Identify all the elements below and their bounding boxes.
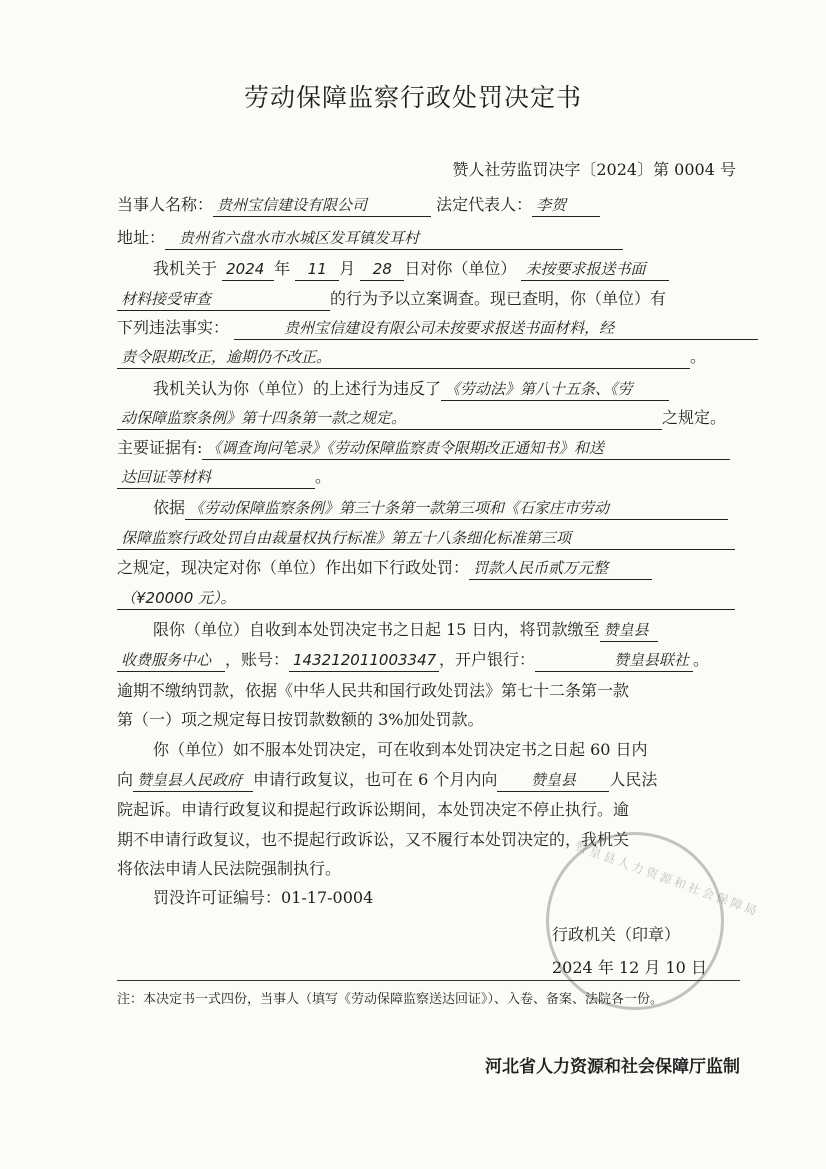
violation-facts: 贵州宝信建设有限公司未按要求报送书面材料，经 bbox=[234, 318, 758, 340]
evidence-line-1 bbox=[117, 438, 730, 460]
text: 日 bbox=[690, 958, 707, 977]
issuer-footer: 河北省人力资源和社会保障厅监制 bbox=[485, 1057, 740, 1077]
text: 。 bbox=[693, 650, 710, 669]
issuing-authority: 行政机关（印章） bbox=[552, 925, 681, 944]
party-name-label: 当事人名称： bbox=[117, 195, 214, 214]
law-line-1 bbox=[153, 379, 669, 401]
case-month: 11 bbox=[295, 259, 339, 281]
seal-text: 赞皇县人力资源和社会保障局 bbox=[573, 839, 762, 919]
evidence-list-cont: 达回证等材料 bbox=[117, 467, 315, 489]
violated-law-cont: 动保障监察条例》第十四条第一款之规定。 bbox=[117, 408, 662, 430]
case-date-line bbox=[153, 259, 669, 281]
footnote: 注：本决定书一式四份，当事人（填写《劳动保障监察送达回证》）、入卷、备案、法院各一份。 bbox=[117, 992, 664, 1007]
license-line bbox=[153, 888, 373, 908]
penalty-amount-cont: （¥20000 元）。 bbox=[117, 588, 735, 610]
text: 。 bbox=[690, 347, 707, 366]
appeal-line-4: 期不申请行政复议，也不提起行政诉讼，又不履行本处罚决定的，我机关 bbox=[117, 830, 630, 849]
legal-basis: 《劳动保障监察条例》第三十条第一款第三项和《石家庄市劳动 bbox=[185, 498, 728, 520]
court-county: 赞皇县 bbox=[497, 770, 609, 792]
case-day: 28 bbox=[360, 259, 404, 281]
text: 向 bbox=[117, 770, 134, 789]
text: 之规定，现决定对你（单位）作出如下行政处罚： bbox=[117, 558, 470, 577]
payment-place-cont: 收费服务中心 bbox=[117, 650, 225, 672]
document-title: 劳动保障监察行政处罚决定书 bbox=[243, 83, 582, 112]
license-number: 01-17-0004 bbox=[281, 888, 374, 907]
text: 之规定。 bbox=[662, 408, 727, 427]
address-value: 贵州省六盘水市水城区发耳镇发耳村 bbox=[165, 228, 623, 250]
text: 申请行政复议，也可在 6 个月内向 bbox=[253, 770, 498, 789]
text: 月 bbox=[339, 259, 356, 278]
text: 日对你（单位） bbox=[404, 259, 517, 278]
text: 年 bbox=[597, 958, 614, 977]
basis-line-1 bbox=[153, 498, 728, 520]
document-number: 赞人社劳监罚决字〔2024〕第 0004 号 bbox=[452, 160, 736, 179]
text: ，开户银行： bbox=[439, 650, 536, 669]
evidence-line-2 bbox=[117, 467, 331, 489]
text: ，账号： bbox=[225, 650, 290, 669]
text: 月 bbox=[644, 958, 661, 977]
issue-month: 12 bbox=[618, 958, 640, 977]
account-number: 143212011003347 bbox=[289, 650, 439, 672]
penalty-line-2 bbox=[117, 588, 735, 610]
payment-line-4: 第（一）项之规定每日按罚款数额的 3%加处罚款。 bbox=[117, 710, 484, 729]
text: 下列违法事实： bbox=[117, 318, 230, 337]
text: 年 bbox=[274, 259, 291, 278]
evidence-list: 《调查询问笔录》《劳动保障监察责令限期改正通知书》和送 bbox=[202, 438, 730, 460]
text: 限你（单位）自收到本处罚决定书之日起 15 日内，将罚款缴至 bbox=[153, 620, 600, 639]
evidence-label: 主要证据有: bbox=[117, 438, 203, 457]
text: 人民法 bbox=[609, 770, 658, 789]
text: 依据 bbox=[153, 498, 186, 517]
violation-facts-cont: 责令限期改正，逾期仍不改正。 bbox=[117, 347, 690, 369]
text: 我机关于 bbox=[153, 259, 218, 278]
violated-law: 《劳动法》第八十五条、《劳 bbox=[441, 379, 669, 401]
basis-line-2 bbox=[117, 528, 735, 550]
address-line bbox=[117, 228, 623, 250]
legal-basis-cont: 保障监察行政处罚自由裁量权执行标准》第五十八条细化标准第三项 bbox=[117, 528, 735, 550]
case-year: 2024 bbox=[222, 259, 274, 281]
issue-day: 10 bbox=[665, 958, 686, 977]
license-label: 罚没许可证编号： bbox=[153, 888, 282, 907]
case-line-2 bbox=[117, 289, 666, 311]
legal-rep-value: 李贺 bbox=[532, 195, 600, 217]
payment-place: 赞皇县 bbox=[600, 620, 658, 642]
payment-line-3: 逾期不缴纳罚款，依据《中华人民共和国行政处罚法》第七十二条第一款 bbox=[117, 681, 630, 700]
penalty-line-1 bbox=[117, 558, 652, 580]
text: 。 bbox=[315, 467, 332, 486]
text: 我机关认为你（单位）的上述行为违反了 bbox=[153, 379, 442, 398]
appeal-line-2 bbox=[117, 770, 657, 792]
payment-line-1 bbox=[153, 620, 658, 642]
appeal-line-3: 院起诉。申请行政复议和提起行政诉讼期间，本处罚决定不停止执行。逾 bbox=[117, 800, 630, 819]
payment-line-2 bbox=[117, 650, 709, 672]
party-name-value: 贵州宝信建设有限公司 bbox=[213, 195, 431, 217]
violation-act-cont: 材料接受审查 bbox=[117, 289, 330, 311]
divider bbox=[117, 980, 740, 981]
law-line-2 bbox=[117, 408, 726, 430]
appeal-line-1: 你（单位）如不服本处罚决定，可在收到本处罚决定书之日起 60 日内 bbox=[153, 740, 648, 759]
violation-act: 未按要求报送书面 bbox=[521, 259, 669, 281]
issue-date bbox=[552, 955, 707, 978]
party-line bbox=[117, 195, 600, 217]
bank-name: 赞皇县联社 bbox=[535, 650, 693, 672]
case-line-4 bbox=[117, 347, 706, 369]
case-line-3 bbox=[117, 318, 758, 340]
address-label: 地址： bbox=[117, 228, 166, 247]
penalty-amount: 罚款人民币贰万元整 bbox=[469, 558, 652, 580]
text: 的行为予以立案调查。现已查明，你（单位）有 bbox=[330, 289, 667, 308]
legal-rep-label: 法定代表人： bbox=[436, 195, 533, 214]
issue-year: 2024 bbox=[552, 958, 593, 977]
review-authority: 赞皇县人民政府 bbox=[133, 770, 253, 792]
appeal-line-5: 将依法申请人民法院强制执行。 bbox=[117, 859, 342, 878]
